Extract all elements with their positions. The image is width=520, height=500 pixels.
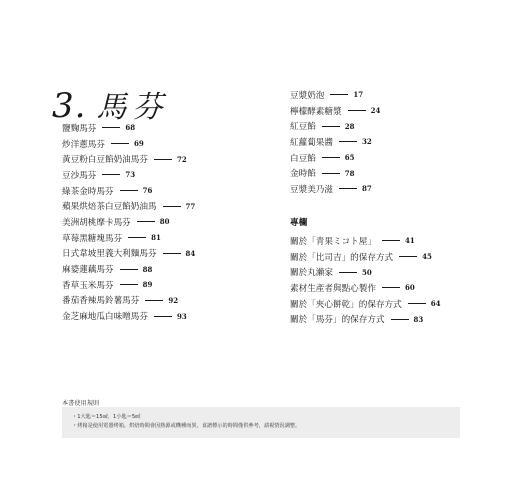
toc-entry[interactable] [62,230,195,246]
toc-entry-title: 關於「青果ミコト屋」 [290,236,376,247]
toc-entry-title: 素材生產者與點心製作 [290,283,376,294]
toc-entry[interactable] [290,181,380,197]
usage-note-line: ・烤箱是使用電器烤箱。烘焙時間會因熱源或機種而異，食譜標示的時間僅供參考，請視情況調整。 [72,423,301,429]
toc-entry-page: 76 [142,186,153,196]
leader-line [102,127,120,128]
toc-entry[interactable] [290,118,380,134]
toc-entry-title: 白豆餡 [290,153,316,164]
toc-entry-page: 73 [125,170,136,180]
toc-entry[interactable] [62,277,195,293]
toc-entry[interactable] [62,293,195,309]
leader-line [382,240,400,241]
toc-entry-title: 關於「馬芬」的保存方式 [290,315,385,326]
chapter-title: 馬芬 [96,90,169,125]
toc-entry[interactable] [290,134,380,150]
toc-entry-page: 32 [361,137,372,147]
leader-line [330,94,348,95]
toc-entry[interactable] [290,233,440,249]
toc-entry-page: 80 [159,217,170,227]
toc-entry[interactable] [62,136,195,152]
toc-entry-title: 美洲胡桃摩卡馬芬 [62,217,131,228]
toc-entry-title: 紅蘿蔔果醬 [290,137,333,148]
toc-entry[interactable] [62,214,195,230]
toc-entry[interactable] [290,150,380,166]
leader-line [120,190,138,191]
leader-line [339,188,357,189]
toc-entry-page: 68 [125,123,136,133]
toc-entry-page: 45 [422,252,432,262]
toc-entry-title: 鹽麴馬芬 [62,123,97,134]
leader-line [120,269,138,270]
toc-entry-title: 紅豆餡 [290,122,316,133]
leader-line [408,303,426,304]
usage-notes-title: 本書使用規則 [62,400,100,407]
toc-entry-page: 64 [430,299,441,309]
leader-line [348,110,366,111]
toc-entry-page: 65 [344,153,355,163]
leader-line [322,126,340,127]
column-section-heading: 專欄 [290,218,308,228]
leader-line [339,141,357,142]
toc-entry-page: 17 [353,90,364,100]
toc-entry-page: 84 [185,248,196,258]
toc-entry-page: 24 [370,106,381,116]
leader-line [163,253,181,254]
toc-entry[interactable] [290,87,380,103]
toc-entry-page: 50 [361,267,372,277]
toc-entry-page: 41 [404,236,415,246]
toc-left-column [62,120,195,324]
toc-entry[interactable] [290,103,380,119]
toc-entry[interactable] [290,311,440,327]
toc-entry[interactable] [62,167,195,183]
toc-entry-title: 黃豆粉白豆餡奶油馬芬 [62,155,148,166]
toc-entry-title: 檸檬酵素糖漿 [290,106,342,117]
toc-right-column [290,87,380,197]
leader-line [154,316,172,317]
toc-entry-page: 93 [176,311,187,321]
toc-entry-page: 77 [185,201,196,211]
toc-entry[interactable] [290,264,440,280]
column-section-list [290,233,440,327]
leader-line [111,143,129,144]
toc-entry-title: 關於「夾心餅乾」的保存方式 [290,299,402,310]
toc-entry[interactable] [62,198,195,214]
toc-entry[interactable] [62,120,195,136]
toc-entry-page: 78 [344,168,355,178]
toc-entry-page: 81 [151,233,161,243]
leader-line [145,300,163,301]
toc-entry[interactable] [62,246,195,262]
leader-line [322,157,340,158]
toc-entry[interactable] [290,280,440,296]
toc-entry[interactable] [290,165,380,181]
leader-line [322,173,340,174]
toc-entry-page: 60 [404,283,415,293]
toc-entry-page: 69 [133,139,144,149]
toc-entry[interactable] [290,296,440,312]
toc-entry-page: 88 [142,264,153,274]
toc-entry-title: 日式韋坡里義大利麵馬芬 [62,249,157,260]
toc-entry-page: 89 [142,280,153,290]
toc-entry-title: 豆漿奶泡 [290,90,325,101]
toc-entry-page: 72 [176,154,187,164]
toc-entry-title: 豆沙馬芬 [62,170,97,181]
toc-entry-title: 炒洋蔥馬芬 [62,139,105,150]
leader-line [128,237,146,238]
toc-entry-title: 金時餡 [290,169,316,180]
leader-line [163,206,181,207]
leader-line [137,221,155,222]
leader-line [391,319,409,320]
toc-entry-title: 草莓黑糖塊馬芬 [62,233,123,244]
leader-line [382,287,400,288]
toc-entry[interactable] [62,261,195,277]
toc-entry-title: 豆漿美乃滋 [290,184,333,195]
leader-line [120,284,138,285]
chapter-number: 3. [52,86,87,126]
toc-entry-page: 87 [361,184,372,194]
toc-entry-title: 金芝麻地瓜白味噌馬芬 [62,312,148,323]
usage-notes-box [62,407,460,438]
leader-line [339,272,357,273]
toc-entry-title: 香草玉米馬芬 [62,280,114,291]
toc-entry-page: 28 [344,121,355,131]
toc-entry-page: 92 [168,295,179,305]
toc-entry[interactable] [290,249,440,265]
usage-note-line: ・1大匙＝15㎖，1小匙＝5㎖ [72,414,141,420]
toc-entry-title: 蘋果烘焙茶白豆餡奶油馬 [62,202,157,213]
toc-entry[interactable] [62,308,195,324]
toc-entry[interactable] [62,183,195,199]
toc-entry-page: 83 [413,314,424,324]
leader-line [154,159,172,160]
toc-entry-title: 麻婆蓮藕馬芬 [62,265,114,276]
toc-entry-title: 關於「比司吉」的保存方式 [290,252,394,263]
toc-entry[interactable] [62,151,195,167]
leader-line [399,256,417,257]
toc-entry-title: 番茄香辣馬鈴薯馬芬 [62,296,140,307]
toc-entry-title: 綠茶金時馬芬 [62,186,114,197]
leader-line [102,174,120,175]
toc-entry-title: 關於丸瀨家 [290,268,333,279]
